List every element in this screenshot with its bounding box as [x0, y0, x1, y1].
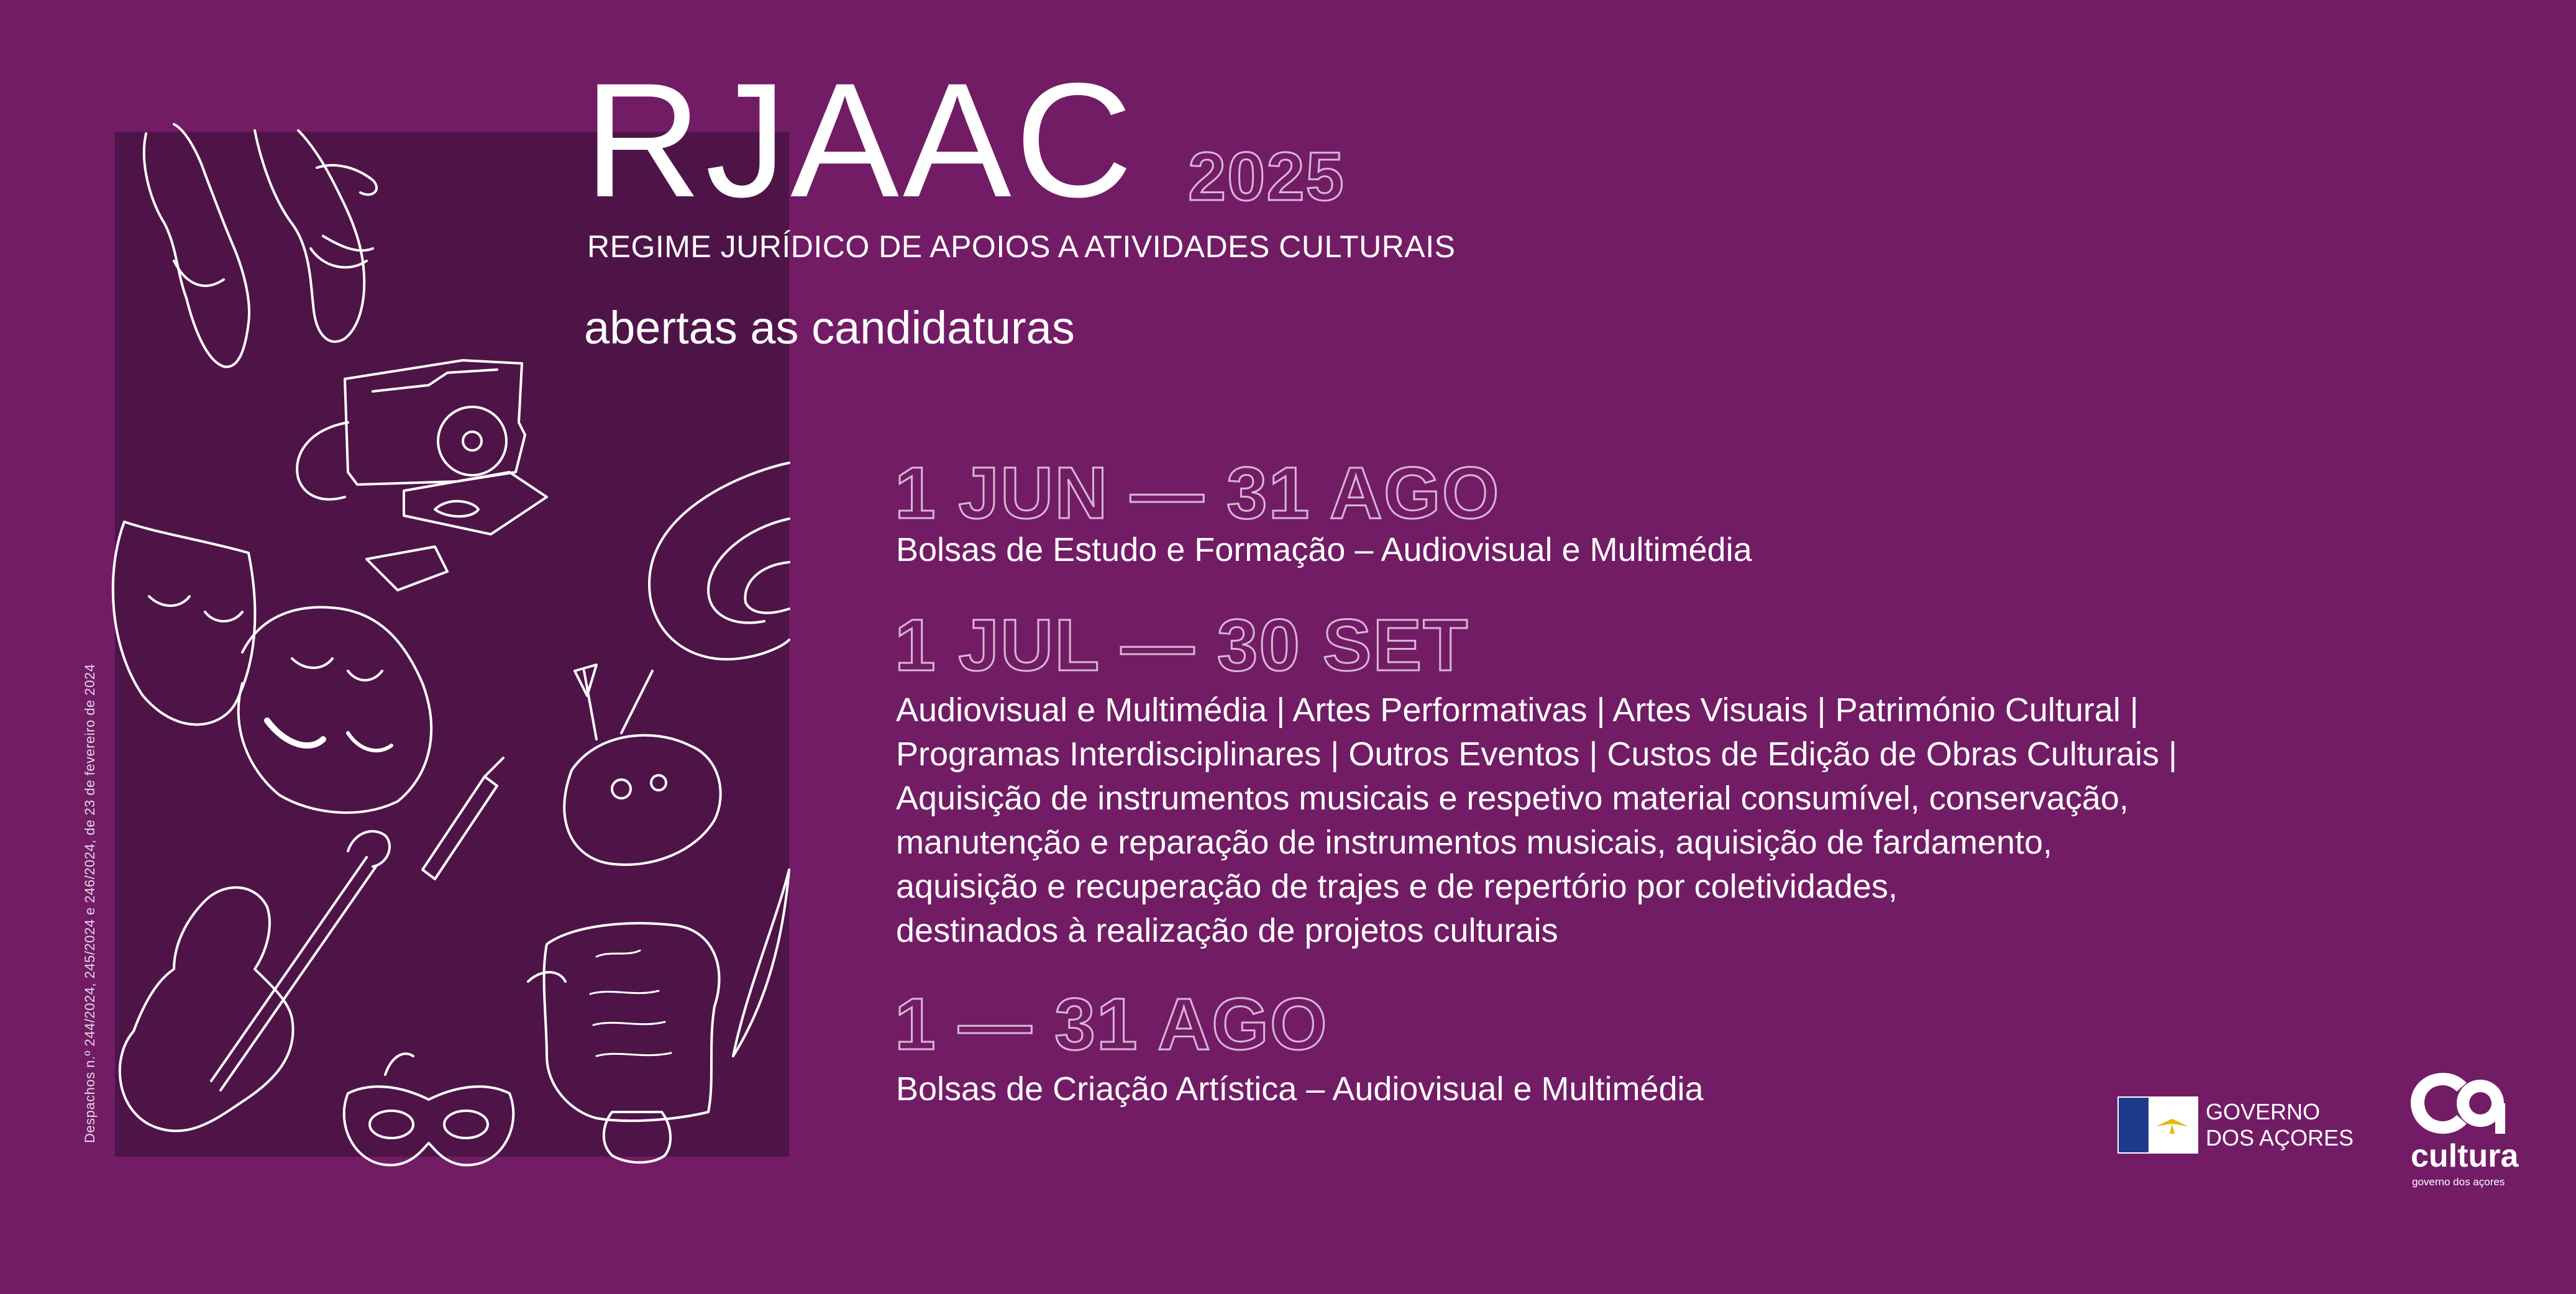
period-2-line: Programas Interdisciplinares | Outros Eventos | Custos de Edição de Obras Culturais | — [896, 736, 2177, 773]
governo-acores-logo — [2117, 1096, 2354, 1154]
cultura-mark-icon — [2405, 1065, 2516, 1140]
period-2-line: manutenção e reparação de instrumentos musicais, aquisição de fardamento, — [896, 824, 2053, 861]
governo-line-2: DOS AÇORES — [2206, 1125, 2354, 1150]
year-label: 2025 — [1188, 139, 1345, 215]
cultura-logo — [2398, 1065, 2523, 1208]
goshawk-icon — [2154, 1113, 2191, 1137]
period-1-description — [896, 528, 1752, 572]
illustration-panel — [115, 132, 789, 1157]
period-3-line: Bolsas de Criação Artística – Audiovisual e Multimédia — [896, 1070, 1704, 1108]
period-2-description — [896, 688, 2177, 953]
cultura-word: cultura — [2411, 1138, 2519, 1174]
period-1-range: 1 JUN — 31 AGO — [895, 452, 1500, 534]
period-2-line: Audiovisual e Multimédia | Artes Performativas | Artes Visuais | Património Cultural | — [896, 691, 2139, 729]
period-2-line: aquisição e recuperação de trajes e de repertório por coletividades, — [896, 868, 1898, 905]
period-3-range: 1 — 31 AGO — [895, 983, 1328, 1065]
subtitle: REGIME JURÍDICO DE APOIOS A ATIVIDADES CULTURAIS — [587, 229, 1456, 264]
page-title: RJAAC — [584, 49, 1136, 231]
period-3-description — [896, 1067, 1704, 1111]
period-2-line: Aquisição de instrumentos musicais e respetivo material consumível, conservação, — [896, 780, 2129, 817]
azores-flag-icon — [2117, 1096, 2198, 1154]
tagline: abertas as candidaturas — [584, 302, 1075, 353]
period-1-line: Bolsas de Estudo e Formação – Audiovisual e Multimédia — [896, 531, 1752, 568]
legal-note: Despachos n.º 244/2024, 245/2024 e 246/2024, de 23 de fevereiro de 2024 — [82, 663, 98, 1143]
period-2-line: destinados à realização de projetos culturais — [896, 912, 1558, 949]
period-2-range: 1 JUL — 30 SET — [895, 604, 1469, 686]
cultura-subtitle: governo dos açores — [2412, 1176, 2505, 1188]
governo-line-1: GOVERNO — [2206, 1099, 2321, 1124]
